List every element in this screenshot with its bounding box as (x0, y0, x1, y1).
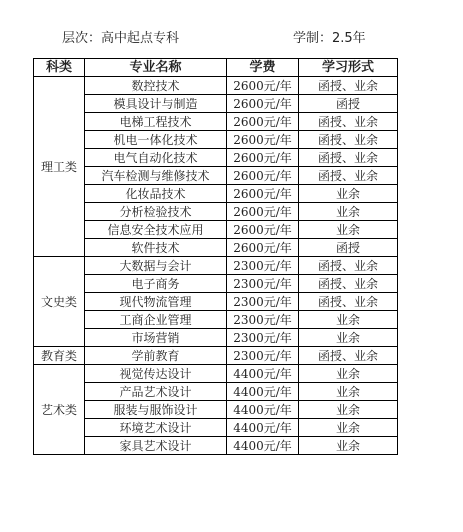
major-name-cell: 汽车检测与维修技术 (85, 167, 227, 185)
majors-table (33, 58, 398, 455)
major-name-cell: 化妆品技术 (85, 185, 227, 203)
table-row (34, 311, 398, 329)
category-cell: 艺术类 (34, 365, 85, 455)
column-header-major: 专业名称 (85, 59, 227, 77)
table-row (34, 401, 398, 419)
table-row (34, 221, 398, 239)
major-name-cell: 分析检验技术 (85, 203, 227, 221)
tuition-fee-cell: 2300元/年 (227, 329, 299, 347)
tuition-fee-cell: 4400元/年 (227, 383, 299, 401)
major-name-cell: 工商企业管理 (85, 311, 227, 329)
category-cell: 文史类 (34, 257, 85, 347)
table-row (34, 149, 398, 167)
column-header-fee: 学费 (227, 59, 299, 77)
tuition-fee-cell: 2600元/年 (227, 239, 299, 257)
table-row (34, 257, 398, 275)
table-row (34, 347, 398, 365)
table-row (34, 167, 398, 185)
study-mode-cell: 业余 (299, 437, 398, 455)
study-mode-cell: 函授、业余 (299, 275, 398, 293)
major-name-cell: 机电一体化技术 (85, 131, 227, 149)
study-mode-cell: 业余 (299, 203, 398, 221)
tuition-fee-cell: 2600元/年 (227, 77, 299, 95)
table-body (34, 77, 398, 455)
table-row (34, 95, 398, 113)
column-header-study-mode: 学习形式 (299, 59, 398, 77)
study-mode-cell: 业余 (299, 221, 398, 239)
major-name-cell: 学前教育 (85, 347, 227, 365)
study-mode-cell: 业余 (299, 329, 398, 347)
table-row (34, 437, 398, 455)
table-header-row (34, 59, 398, 77)
tuition-fee-cell: 2600元/年 (227, 149, 299, 167)
table-row (34, 293, 398, 311)
study-mode-cell: 函授、业余 (299, 77, 398, 95)
study-mode-cell: 业余 (299, 401, 398, 419)
table-row (34, 275, 398, 293)
study-mode-cell: 函授、业余 (299, 113, 398, 131)
major-name-cell: 电梯工程技术 (85, 113, 227, 131)
tuition-fee-cell: 2300元/年 (227, 311, 299, 329)
study-mode-cell: 函授 (299, 239, 398, 257)
education-level-label: 层次：高中起点专科 (62, 31, 180, 46)
tuition-fee-cell: 2600元/年 (227, 113, 299, 131)
tuition-fee-cell: 2600元/年 (227, 95, 299, 113)
major-name-cell: 大数据与会计 (85, 257, 227, 275)
major-name-cell: 软件技术 (85, 239, 227, 257)
table-row (34, 329, 398, 347)
major-name-cell: 现代物流管理 (85, 293, 227, 311)
tuition-fee-cell: 2300元/年 (227, 275, 299, 293)
table-row (34, 365, 398, 383)
table-row (34, 203, 398, 221)
study-mode-cell: 函授、业余 (299, 347, 398, 365)
table-row (34, 185, 398, 203)
major-name-cell: 电气自动化技术 (85, 149, 227, 167)
tuition-fee-cell: 4400元/年 (227, 401, 299, 419)
study-mode-cell: 业余 (299, 365, 398, 383)
study-mode-cell: 函授 (299, 95, 398, 113)
major-name-cell: 数控技术 (85, 77, 227, 95)
table-row (34, 77, 398, 95)
table-row (34, 131, 398, 149)
study-mode-cell: 函授、业余 (299, 149, 398, 167)
table-row (34, 419, 398, 437)
tuition-fee-cell: 4400元/年 (227, 365, 299, 383)
tuition-fee-cell: 2300元/年 (227, 257, 299, 275)
table-row (34, 383, 398, 401)
tuition-fee-cell: 2300元/年 (227, 293, 299, 311)
major-name-cell: 市场营销 (85, 329, 227, 347)
tuition-fee-cell: 2600元/年 (227, 185, 299, 203)
major-name-cell: 模具设计与制造 (85, 95, 227, 113)
study-mode-cell: 函授、业余 (299, 131, 398, 149)
study-duration-label: 学制：2.5年 (293, 31, 366, 46)
tuition-fee-cell: 4400元/年 (227, 419, 299, 437)
major-name-cell: 服装与服饰设计 (85, 401, 227, 419)
table-row (34, 239, 398, 257)
study-mode-cell: 业余 (299, 419, 398, 437)
column-header-category: 科类 (34, 59, 85, 77)
table-row (34, 113, 398, 131)
major-name-cell: 信息安全技术应用 (85, 221, 227, 239)
study-mode-cell: 业余 (299, 383, 398, 401)
category-cell: 教育类 (34, 347, 85, 365)
tuition-fee-cell: 2300元/年 (227, 347, 299, 365)
study-mode-cell: 业余 (299, 185, 398, 203)
major-name-cell: 家具艺术设计 (85, 437, 227, 455)
study-mode-cell: 函授、业余 (299, 257, 398, 275)
study-mode-cell: 函授、业余 (299, 167, 398, 185)
tuition-fee-cell: 2600元/年 (227, 131, 299, 149)
major-name-cell: 产品艺术设计 (85, 383, 227, 401)
tuition-fee-cell: 2600元/年 (227, 167, 299, 185)
major-name-cell: 视觉传达设计 (85, 365, 227, 383)
major-name-cell: 电子商务 (85, 275, 227, 293)
tuition-fee-cell: 2600元/年 (227, 221, 299, 239)
tuition-fee-cell: 2600元/年 (227, 203, 299, 221)
study-mode-cell: 函授、业余 (299, 293, 398, 311)
study-mode-cell: 业余 (299, 311, 398, 329)
header (0, 27, 463, 45)
tuition-fee-cell: 4400元/年 (227, 437, 299, 455)
major-name-cell: 环境艺术设计 (85, 419, 227, 437)
category-cell: 理工类 (34, 77, 85, 257)
